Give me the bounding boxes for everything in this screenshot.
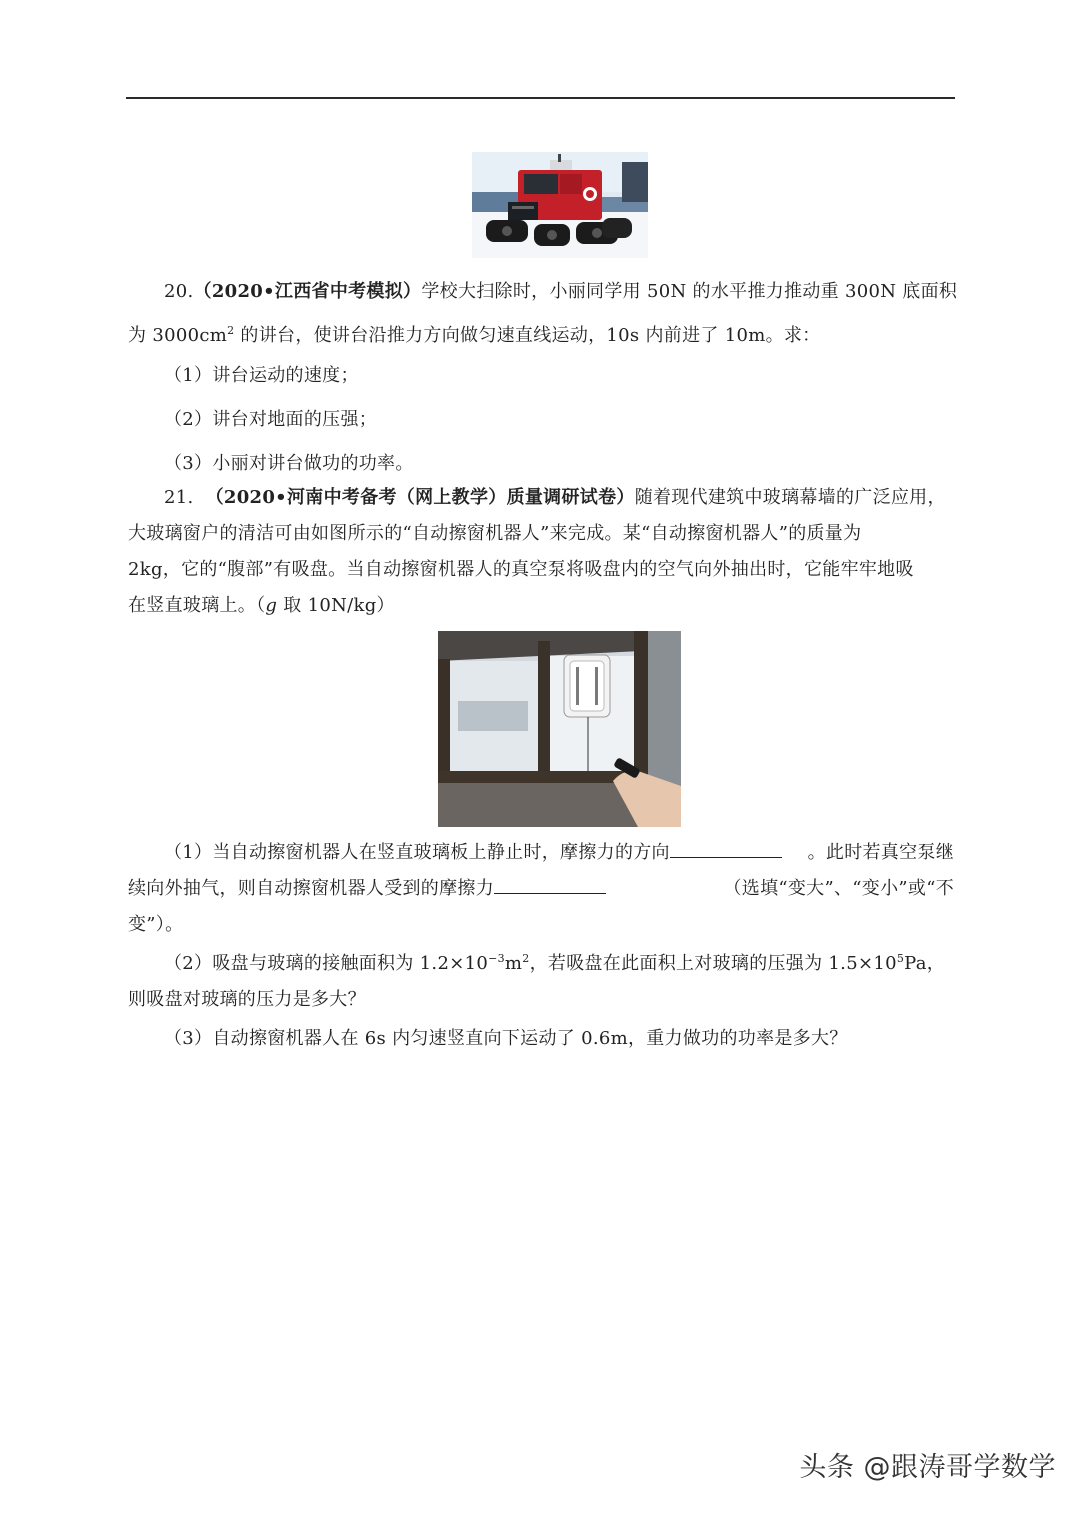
q21-source: （2020•河南中考备考（网上教学）质量调研试卷）: [205, 487, 635, 508]
answer-blank-friction-change[interactable]: [494, 875, 606, 894]
q21-part2-line-2: 则吸盘对玻璃的压力是多大？: [128, 989, 366, 1010]
q20-text-1: 学校大扫除时，小丽同学用 50N 的水平推力推动重 300N 底面积: [421, 281, 958, 302]
q21-part1-text-2b: （选填“变大”、“变小”或“不: [723, 878, 954, 899]
watermark: 头条 @跟涛哥学数学: [799, 1452, 1056, 1483]
q20-sub-3: （3）小丽对讲台做功的功率。: [164, 453, 414, 474]
q20-sub-2: （2）讲台对地面的压强；: [164, 409, 378, 430]
q21-part2-exponent-1: −3: [488, 952, 505, 965]
q21-part1-line-1: [164, 835, 954, 871]
q21-line-4: [128, 588, 954, 624]
q21-part1-text-1b: 。此时若真空泵继: [807, 842, 954, 863]
q20-line-1: [164, 274, 958, 310]
q21-part2-superscript: 2: [522, 952, 530, 965]
q21-line-2: 大玻璃窗户的清洁可由如图所示的“自动擦窗机器人”来完成。某“自动擦窗机器人”的质量为: [128, 523, 862, 544]
q20-number: 20.: [164, 281, 194, 302]
q20-superscript: 2: [227, 324, 235, 337]
window-robot-image: [438, 631, 681, 827]
q21-g-symbol: g: [265, 595, 278, 616]
q21-part2-text-b: m: [504, 953, 523, 974]
q20-text-2b: 的讲台，使讲台沿推力方向做匀速直线运动，10s 内前进了 10m。求：: [234, 325, 821, 346]
q21-text-4a: 在竖直玻璃上。（: [128, 595, 266, 616]
snow-vehicle-image: [472, 152, 648, 258]
q21-line-3: 2kg，它的“腹部”有吸盘。当自动擦窗机器人的真空泵将吸盘内的空气向外抽出时，它能牢牢地吸: [128, 559, 914, 580]
header-rule: [126, 97, 955, 99]
q21-line-1: [164, 480, 954, 516]
q21-part1-text-2a: 续向外抽气，则自动擦窗机器人受到的摩擦力: [128, 878, 494, 899]
q21-part2-text-d: Pa，: [904, 953, 946, 974]
q21-part3-line: （3）自动擦窗机器人在 6s 内匀速竖直向下运动了 0.6m，重力做功的功率是多大？: [164, 1028, 848, 1049]
q20-text-2a: 为 3000cm: [128, 325, 228, 346]
q21-part2-line-1: [164, 946, 954, 982]
answer-blank-friction-direction[interactable]: [670, 839, 782, 858]
q21-part2-exponent-2: 5: [896, 952, 905, 965]
q21-part2-text-c: ，若吸盘在此面积上对玻璃的压强为 1.5×10: [529, 953, 897, 974]
q20-line-2: [128, 318, 954, 354]
q21-number: 21.: [164, 487, 194, 508]
q21-text-1: 随着现代建筑中玻璃幕墙的广泛应用，: [634, 487, 946, 508]
q21-part1-line-2: [128, 871, 954, 907]
q20-source: （2020•江西省中考模拟）: [193, 281, 422, 302]
q21-text-4b: 取 10N/kg）: [277, 595, 395, 616]
q21-part1-text-1a: （1）当自动擦窗机器人在竖直玻璃板上静止时，摩擦力的方向: [164, 842, 670, 863]
q21-part1-line-3: 变”）。: [128, 914, 184, 935]
q20-sub-1: （1）讲台运动的速度；: [164, 365, 359, 386]
q21-part2-text-a: （2）吸盘与玻璃的接触面积为 1.2×10: [164, 953, 489, 974]
